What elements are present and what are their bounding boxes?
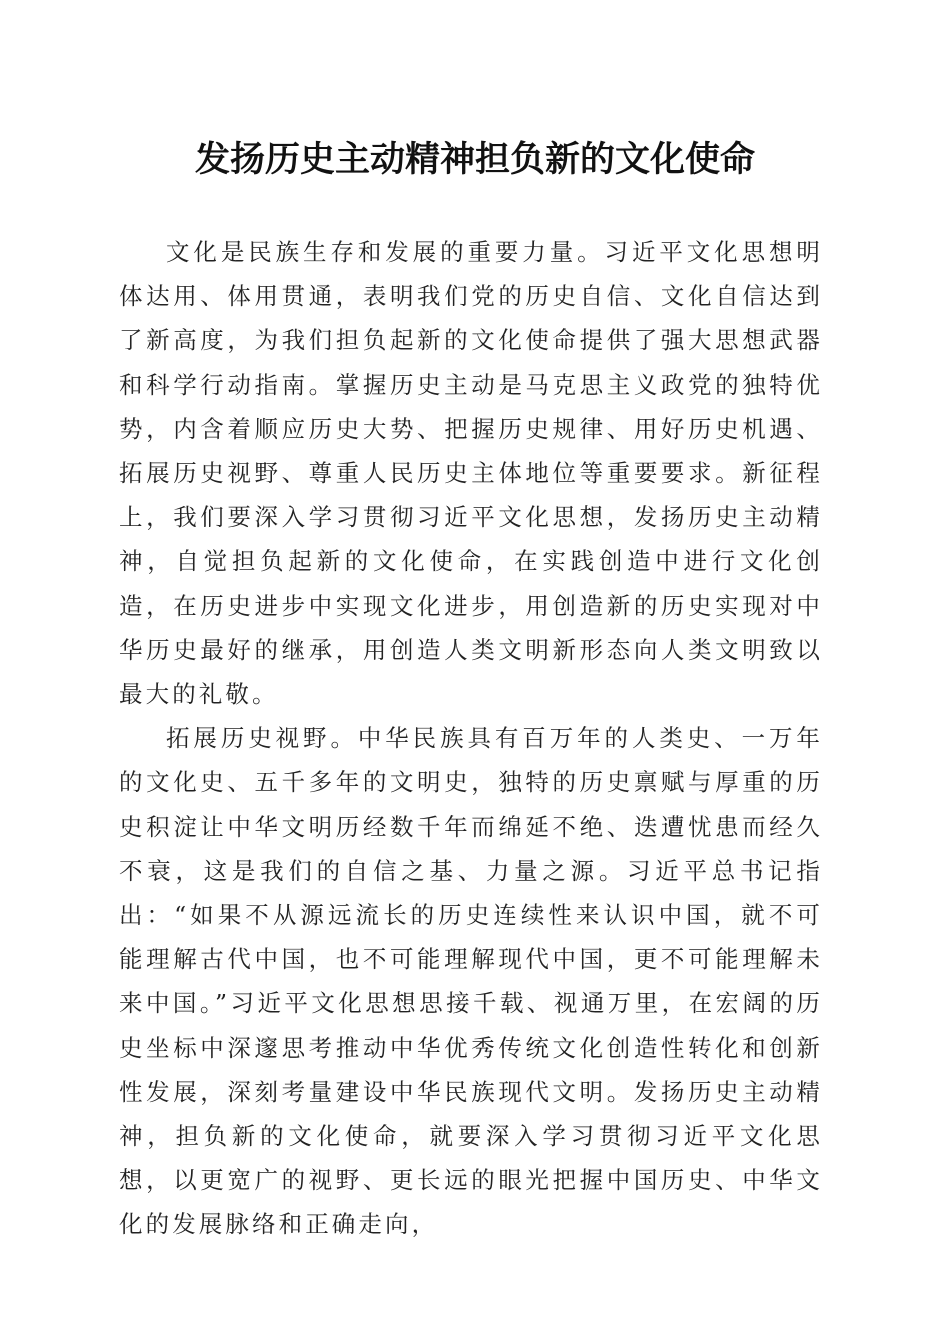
paragraph-1: 文化是民族生存和发展的重要力量。习近平文化思想明体达用、体用贯通，表明我们党的历史自信、文化自信达到了新高度，为我们担负起新的文化使命提供了强大思想武器和科学行动指南。掌握历史主动是马克思主义政党的独特优势，内含着顺应历史大势、把握历史规律、用好历史机遇、拓展历史视野、尊重人民历史主体地位等重要要求。新征程上，我们要深入学习贯彻习近平文化思想，发扬历史主动精神，自觉担负起新的文化使命，在实践创造中进行文化创造，在历史进步中实现文化进步，用创造新的历史实现对中华历史最好的继承，用创造人类文明新形态向人类文明致以最大的礼敬。 — [119, 238, 823, 709]
paragraph-2: 拓展历史视野。中华民族具有百万年的人类史、一万年的文化史、五千多年的文明史，独特的历史禀赋与厚重的历史积淀让中华文明历经数千年而绵延不绝、迭遭忧患而经久不衰，这是我们的自信之基、力量之源。习近平总书记指出：“如果不从源远流长的历史连续性来认识中国，就不可能理解古代中国，也不可能理解现代中国，更不可能理解未来中国。”习近平文化思想思接千载、视通万里，在宏阔的历史坐标中深邃思考推动中华优秀传统文化创造性转化和创新性发展，深刻考量建设中华民族现代文明。发扬历史主动精神，担负新的文化使命，就要深入学习贯彻习近平文化思想，以更宽广的视野、更长远的眼光把握中国历史、中华文化的发展脉络和正确走向， — [119, 724, 823, 1239]
document-body — [119, 230, 823, 1247]
page-title: 发扬历史主动精神担负新的文化使命 — [194, 139, 755, 180]
